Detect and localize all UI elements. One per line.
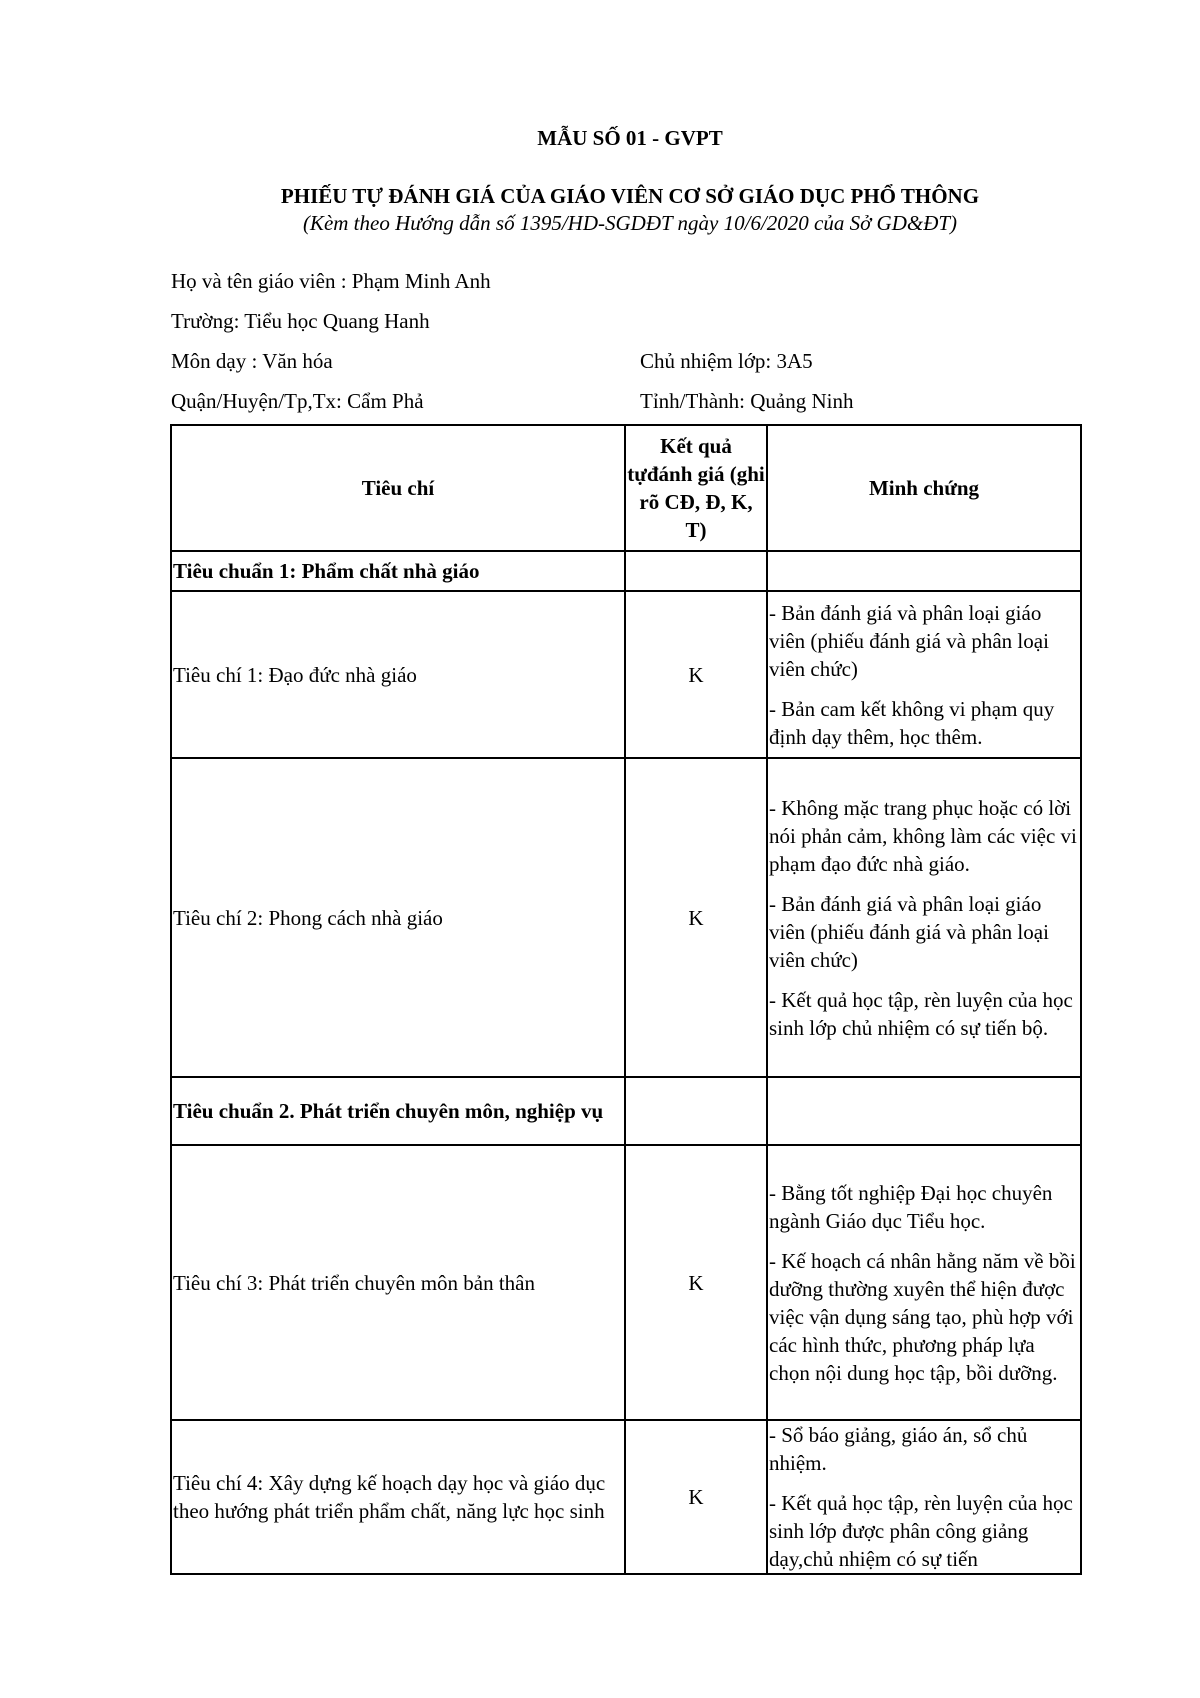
evidence-item: - Bản đánh giá và phân loại giáo viên (phiếu đánh giá và phân loại viên chức) (769, 891, 1049, 972)
subject-taught: Môn dạy : Văn hóa (171, 349, 333, 373)
evidence-item: - Sổ báo giảng, giáo án, sổ chủ nhiệm. (769, 1423, 1028, 1475)
district-name: Quận/Huyện/Tp,Tx: Cẩm Phả (171, 389, 424, 413)
standard-row (171, 1077, 1081, 1145)
criteria-cell: Tiêu chí 3: Phát triển chuyên môn bản thân (171, 1145, 625, 1420)
evidence-cell (767, 1145, 1081, 1420)
document-subtitle: (Kèm theo Hướng dẫn số 1395/HD-SGDĐT ngày 10/6/2020 của Sở GD&ĐT) (302, 211, 958, 235)
criteria-cell: Tiêu chí 4: Xây dựng kế hoạch dạy học và giáo dục theo hướng phát triển phẩm chất, năng lực học sinh (171, 1420, 625, 1574)
empty-cell (625, 551, 767, 591)
evaluation-table (170, 424, 1082, 1575)
result-cell: K (625, 758, 767, 1077)
evidence-header: Minh chứng (767, 425, 1081, 551)
table-row (171, 1145, 1081, 1420)
result-cell: K (625, 1420, 767, 1574)
form-code: MẪU SỐ 01 - GVPT (537, 126, 723, 150)
criteria-header: Tiêu chí (171, 425, 625, 551)
table-header-row (171, 425, 1081, 551)
evidence-item: - Bằng tốt nghiệp Đại học chuyên ngành Giáo dục Tiểu học. (769, 1180, 1053, 1233)
result-header: Kết quả tựđánh giá (ghi rõ CĐ, Đ, K, T) (625, 425, 767, 551)
province-name: Tỉnh/Thành: Quảng Ninh (640, 389, 854, 413)
criteria-cell: Tiêu chí 1: Đạo đức nhà giáo (171, 591, 625, 758)
school-name: Trường: Tiểu học Quang Hanh (171, 309, 430, 333)
evidence-cell (767, 758, 1081, 1077)
teacher-name: Họ và tên giáo viên : Phạm Minh Anh (171, 269, 491, 293)
table-row (171, 1420, 1081, 1574)
evidence-item: - Bản đánh giá và phân loại giáo viên (phiếu đánh giá và phân loại viên chức) (769, 600, 1049, 681)
standard-2-label: Tiêu chuẩn 2. Phát triển chuyên môn, nghiệp vụ (171, 1077, 625, 1145)
evidence-cell (767, 1420, 1081, 1574)
evidence-cell (767, 591, 1081, 758)
criteria-cell: Tiêu chí 2: Phong cách nhà giáo (171, 758, 625, 1077)
evidence-item: - Kế hoạch cá nhân hằng năm về bồi dưỡng thường xuyên thể hiện được việc vận dụng sáng tạo, phù hợp với các hình thức, phương pháp lựa chọn nội dung học tập, bồi dưỡng. (769, 1248, 1076, 1385)
empty-cell (767, 1077, 1081, 1145)
empty-cell (767, 551, 1081, 591)
standard-row (171, 551, 1081, 591)
evidence-item: - Kết quả học tập, rèn luyện của học sinh lớp chủ nhiệm có sự tiến bộ. (769, 987, 1073, 1040)
table-row (171, 758, 1081, 1077)
evidence-item: - Bản cam kết không vi phạm quy định dạy thêm, học thêm. (769, 696, 1055, 749)
homeroom-class: Chủ nhiệm lớp: 3A5 (640, 349, 813, 373)
document-title: PHIẾU TỰ ĐÁNH GIÁ CỦA GIÁO VIÊN CƠ SỞ GIÁO DỤC PHỔ THÔNG (280, 184, 980, 208)
table-row (171, 591, 1081, 758)
result-cell: K (625, 591, 767, 758)
evidence-item: - Kết quả học tập, rèn luyện của học sinh lớp được phân công giảng dạy,chủ nhiệm có sự tiến (769, 1491, 1073, 1571)
evidence-item: - Không mặc trang phục hoặc có lời nói phản cảm, không làm các việc vi phạm đạo đức nhà giáo. (769, 795, 1077, 876)
empty-cell (625, 1077, 767, 1145)
standard-1-label: Tiêu chuẩn 1: Phẩm chất nhà giáo (171, 551, 625, 591)
result-cell: K (625, 1145, 767, 1420)
